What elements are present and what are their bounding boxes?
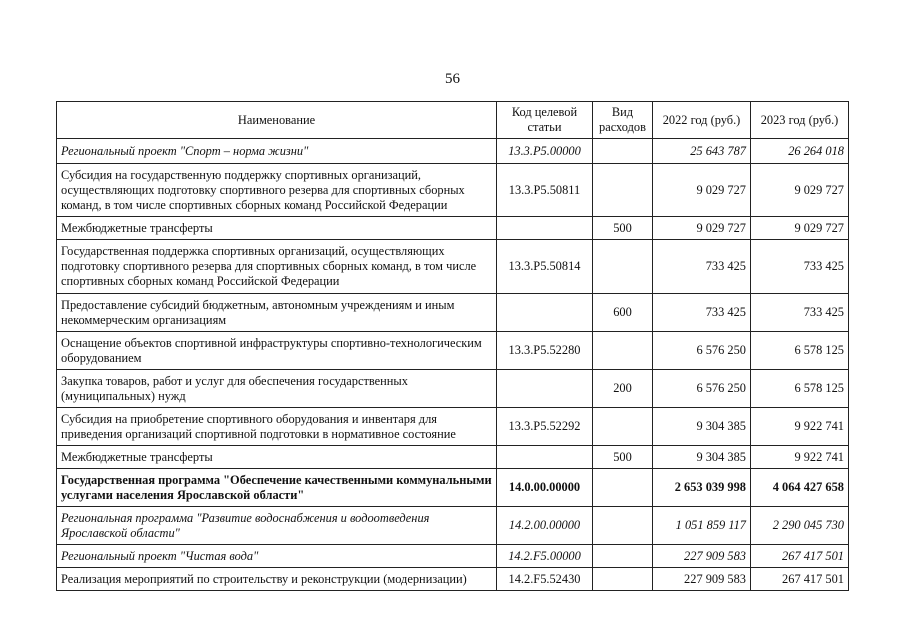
table-row xyxy=(57,408,849,446)
cell-expense-type xyxy=(593,507,653,545)
cell-expense-type xyxy=(593,332,653,370)
cell-code: 14.0.00.00000 xyxy=(497,469,593,507)
cell-name: Субсидия на государственную поддержку спортивных организаций, осуществляющих подготовку спортивного резерва для спортивных сборных команд, в том числе спортивных сборных команд Российской Федерации xyxy=(57,164,497,217)
cell-code xyxy=(497,294,593,332)
header-expense-type: Вид расходов xyxy=(593,102,653,139)
cell-name: Региональная программа "Развитие водоснабжения и водоотведения Ярославской области" xyxy=(57,507,497,545)
cell-code: 14.2.00.00000 xyxy=(497,507,593,545)
budget-table xyxy=(56,101,849,591)
cell-name: Оснащение объектов спортивной инфраструктуры спортивно-технологическим оборудованием xyxy=(57,332,497,370)
cell-expense-type: 600 xyxy=(593,294,653,332)
cell-year-2023: 6 578 125 xyxy=(751,332,849,370)
cell-year-2022: 25 643 787 xyxy=(653,139,751,164)
cell-year-2022: 9 304 385 xyxy=(653,446,751,469)
cell-code: 13.3.P5.50814 xyxy=(497,240,593,294)
table-row xyxy=(57,446,849,469)
cell-year-2023: 267 417 501 xyxy=(751,568,849,591)
table-row xyxy=(57,332,849,370)
cell-year-2022: 9 029 727 xyxy=(653,217,751,240)
cell-expense-type: 500 xyxy=(593,446,653,469)
cell-expense-type xyxy=(593,164,653,217)
cell-year-2023: 733 425 xyxy=(751,294,849,332)
cell-year-2022: 733 425 xyxy=(653,294,751,332)
cell-year-2023: 9 029 727 xyxy=(751,164,849,217)
header-code: Код целевой статьи xyxy=(497,102,593,139)
cell-expense-type: 200 xyxy=(593,370,653,408)
cell-name: Субсидия на приобретение спортивного оборудования и инвентаря для приведения организаций спортивной подготовки в нормативное состояние xyxy=(57,408,497,446)
cell-expense-type: 500 xyxy=(593,217,653,240)
cell-year-2022: 6 576 250 xyxy=(653,370,751,408)
table-row xyxy=(57,507,849,545)
cell-code: 14.2.F5.52430 xyxy=(497,568,593,591)
cell-expense-type xyxy=(593,568,653,591)
cell-name: Межбюджетные трансферты xyxy=(57,217,497,240)
cell-year-2022: 1 051 859 117 xyxy=(653,507,751,545)
cell-year-2023: 2 290 045 730 xyxy=(751,507,849,545)
cell-code xyxy=(497,446,593,469)
cell-year-2023: 4 064 427 658 xyxy=(751,469,849,507)
cell-year-2023: 9 029 727 xyxy=(751,217,849,240)
table-row xyxy=(57,217,849,240)
table-row xyxy=(57,568,849,591)
cell-code: 14.2.F5.00000 xyxy=(497,545,593,568)
cell-year-2022: 6 576 250 xyxy=(653,332,751,370)
cell-code: 13.3.P5.00000 xyxy=(497,139,593,164)
cell-year-2023: 6 578 125 xyxy=(751,370,849,408)
header-year-2023: 2023 год (руб.) xyxy=(751,102,849,139)
cell-year-2023: 9 922 741 xyxy=(751,408,849,446)
table-row xyxy=(57,469,849,507)
cell-expense-type xyxy=(593,545,653,568)
table-row xyxy=(57,240,849,294)
cell-year-2022: 227 909 583 xyxy=(653,568,751,591)
header-name: Наименование xyxy=(57,102,497,139)
cell-year-2023: 26 264 018 xyxy=(751,139,849,164)
cell-year-2022: 9 304 385 xyxy=(653,408,751,446)
cell-expense-type xyxy=(593,139,653,164)
cell-code xyxy=(497,370,593,408)
cell-code: 13.3.P5.52292 xyxy=(497,408,593,446)
cell-code xyxy=(497,217,593,240)
cell-name: Государственная поддержка спортивных организаций, осуществляющих подготовку спортивного резерва для спортивных сборных команд, в том числе спортивных сборных команд Российской Федерации xyxy=(57,240,497,294)
cell-year-2023: 267 417 501 xyxy=(751,545,849,568)
cell-name: Закупка товаров, работ и услуг для обеспечения государственных (муниципальных) нужд xyxy=(57,370,497,408)
header-year-2022: 2022 год (руб.) xyxy=(653,102,751,139)
cell-year-2023: 733 425 xyxy=(751,240,849,294)
cell-year-2022: 2 653 039 998 xyxy=(653,469,751,507)
cell-year-2022: 733 425 xyxy=(653,240,751,294)
cell-name: Предоставление субсидий бюджетным, автономным учреждениям и иным некоммерческим организациям xyxy=(57,294,497,332)
cell-year-2022: 227 909 583 xyxy=(653,545,751,568)
cell-name: Региональный проект "Спорт – норма жизни" xyxy=(57,139,497,164)
table-row xyxy=(57,370,849,408)
cell-expense-type xyxy=(593,240,653,294)
table-row xyxy=(57,294,849,332)
page-number: 56 xyxy=(445,71,460,87)
cell-name: Реализация мероприятий по строительству и реконструкции (модернизации) xyxy=(57,568,497,591)
cell-name: Межбюджетные трансферты xyxy=(57,446,497,469)
cell-code: 13.3.P5.52280 xyxy=(497,332,593,370)
table-header-row xyxy=(57,102,849,139)
table-row xyxy=(57,164,849,217)
table-row xyxy=(57,545,849,568)
cell-expense-type xyxy=(593,469,653,507)
table-row xyxy=(57,139,849,164)
cell-expense-type xyxy=(593,408,653,446)
cell-code: 13.3.P5.50811 xyxy=(497,164,593,217)
cell-name: Региональный проект "Чистая вода" xyxy=(57,545,497,568)
cell-year-2023: 9 922 741 xyxy=(751,446,849,469)
cell-year-2022: 9 029 727 xyxy=(653,164,751,217)
cell-name: Государственная программа "Обеспечение качественными коммунальными услугами населения Ярославской области" xyxy=(57,469,497,507)
